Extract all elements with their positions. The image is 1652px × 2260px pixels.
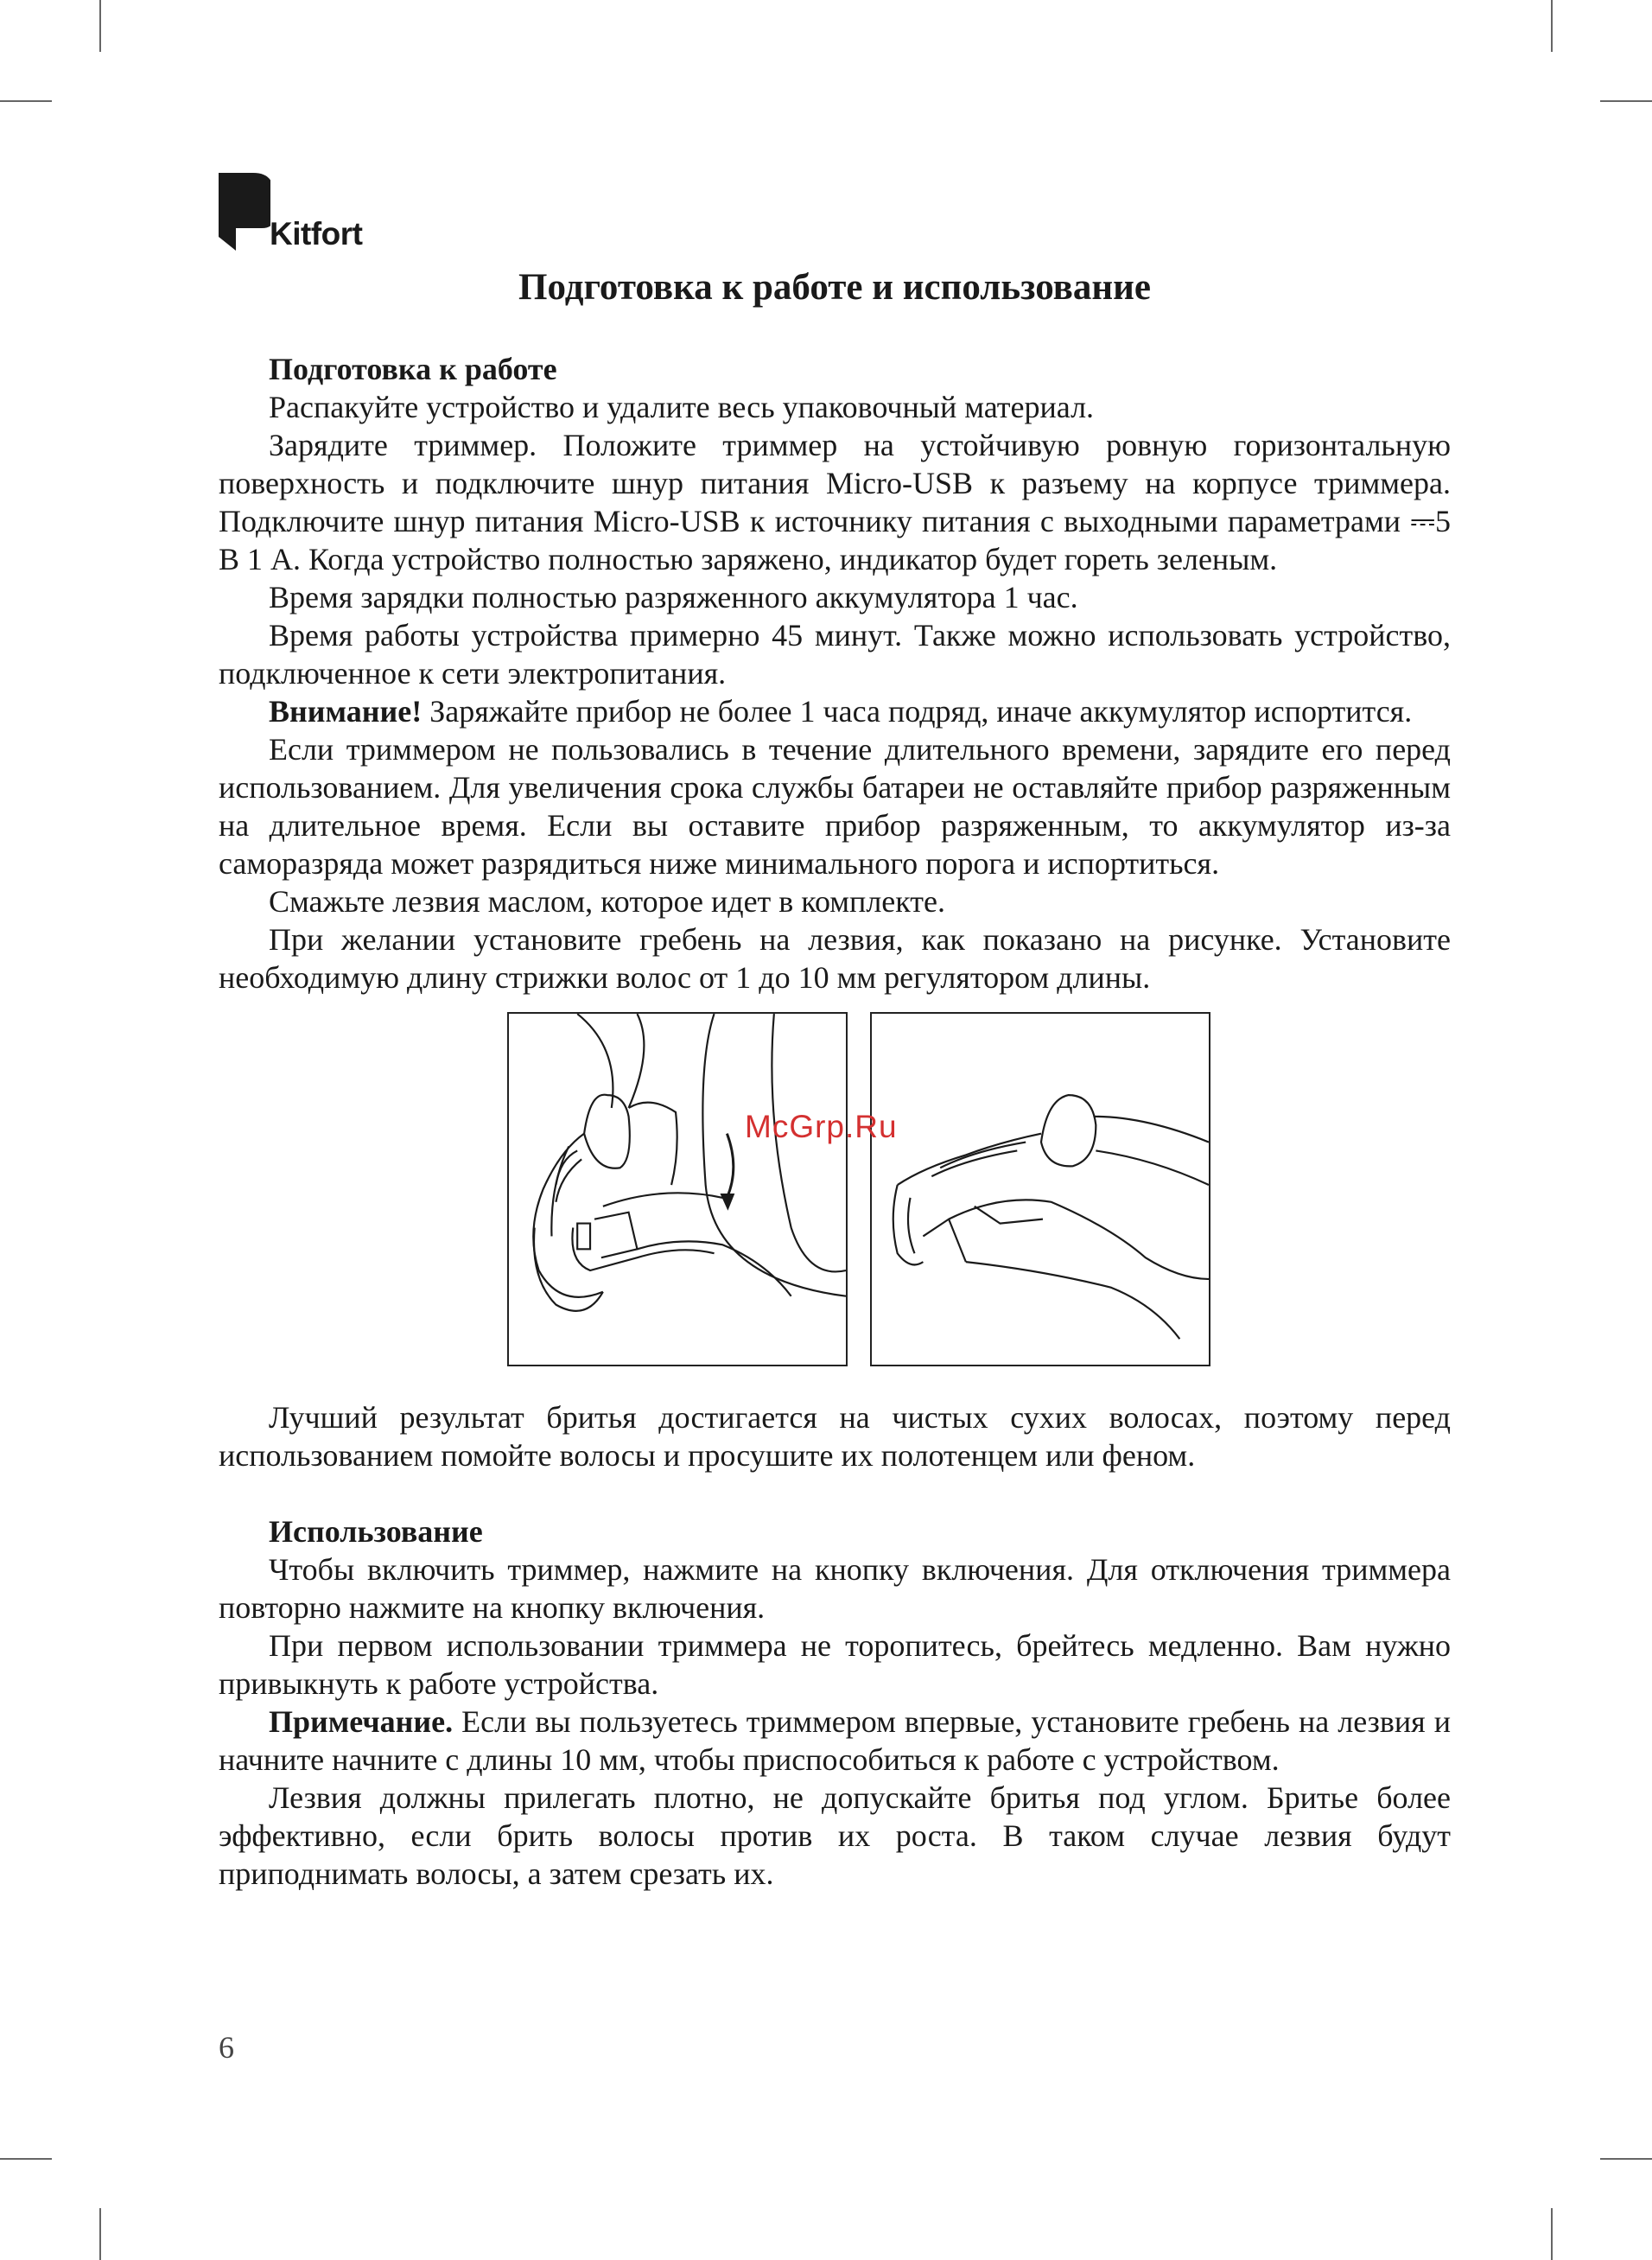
paragraph: Распакуйте устройство и удалите весь упаковочный материал.: [269, 390, 1095, 424]
paragraph: При желании установите гребень на лезвия, как показано на рисунке. Установите необходимую длину стрижки волос от 1 до 10 мм регулятором длины.: [219, 922, 1451, 995]
crop-mark: [1551, 0, 1553, 52]
trimmer-comb-illustration: [509, 1014, 846, 1365]
paragraph: Если триммером не пользовались в течение длительного времени, зарядите его перед использованием. Для увеличения срока службы батареи не оставляйте прибор разряженным на длительное время. Если вы оставите прибор разряженным, то аккумулятор из-за саморазряда может разрядиться ниже минимального порога и испортиться.: [219, 732, 1451, 881]
warning-text: Заряжайте прибор не более 1 часа подряд, иначе аккумулятор испортится.: [422, 694, 1413, 729]
warning-paragraph: [219, 692, 1451, 730]
paragraph: Зарядите триммер. Положите триммер на устойчивую ровную горизонтальную поверхность и подключите шнур питания Micro-USB к разъему на корпусе триммера. Подключите шнур питания Micro-USB к источнику питания с выходными параметрами ⎓5 В 1 А. Когда устройство полностью заряжено, индикатор будет гореть зеленым.: [219, 428, 1451, 576]
crop-mark: [99, 2208, 101, 2260]
watermark-link[interactable]: McGrp.Ru: [745, 1109, 898, 1144]
note-text: Если вы пользуетесь триммером впервые, установите гребень на лезвия и начните начните с длины 10 мм, чтобы приспособиться к работе с устройством.: [219, 1704, 1451, 1777]
paragraph: Чтобы включить триммер, нажмите на кнопку включения. Для отключения триммера повторно нажмите на кнопку включения.: [219, 1552, 1451, 1625]
paragraph: Время зарядки полностью разряженного аккумулятора 1 час.: [269, 580, 1078, 614]
page-number: 6: [219, 2030, 234, 2065]
crop-mark: [1600, 2158, 1652, 2160]
page-title: Подготовка к работе и использование: [518, 267, 1151, 308]
paragraph: Лучший результат бритья достигается на чистых сухих волосах, поэтому перед использованием помойте волосы и просушите их полотенцем или феном.: [219, 1400, 1451, 1473]
crop-mark: [1600, 100, 1652, 102]
note-paragraph: [219, 1703, 1451, 1779]
brand-name: Kitfort: [270, 216, 363, 251]
paragraph: Лезвия должны прилегать плотно, не допускайте бритья под углом. Бритье более эффективно, если брить волосы против их роста. В таком случае лезвия будут приподнимать волосы, а затем срезать их.: [219, 1780, 1451, 1891]
crop-mark: [0, 100, 52, 102]
paragraph: Смажьте лезвия маслом, которое идет в комплекте.: [269, 884, 945, 919]
brand-logo-icon: [219, 173, 270, 256]
figure-comb-install: [507, 1012, 848, 1366]
section-heading-usage: Использование: [269, 1514, 483, 1549]
figure-group: [219, 1012, 1451, 1368]
note-label: Примечание.: [269, 1704, 454, 1739]
crop-mark: [99, 0, 101, 52]
paragraph: При первом использовании триммера не торопитесь, брейтесь медленно. Вам нужно привыкнуть к работе устройства.: [219, 1628, 1451, 1701]
paragraph: Время работы устройства примерно 45 минут. Также можно использовать устройство, подключенное к сети электропитания.: [219, 618, 1451, 691]
warning-label: Внимание!: [269, 694, 423, 729]
section-heading-preparation: Подготовка к работе: [269, 352, 557, 386]
crop-mark: [0, 2158, 52, 2160]
figure-comb-installed: [870, 1012, 1210, 1366]
trimmer-comb-installed-illustration: [872, 1014, 1209, 1365]
crop-mark: [1551, 2208, 1553, 2260]
